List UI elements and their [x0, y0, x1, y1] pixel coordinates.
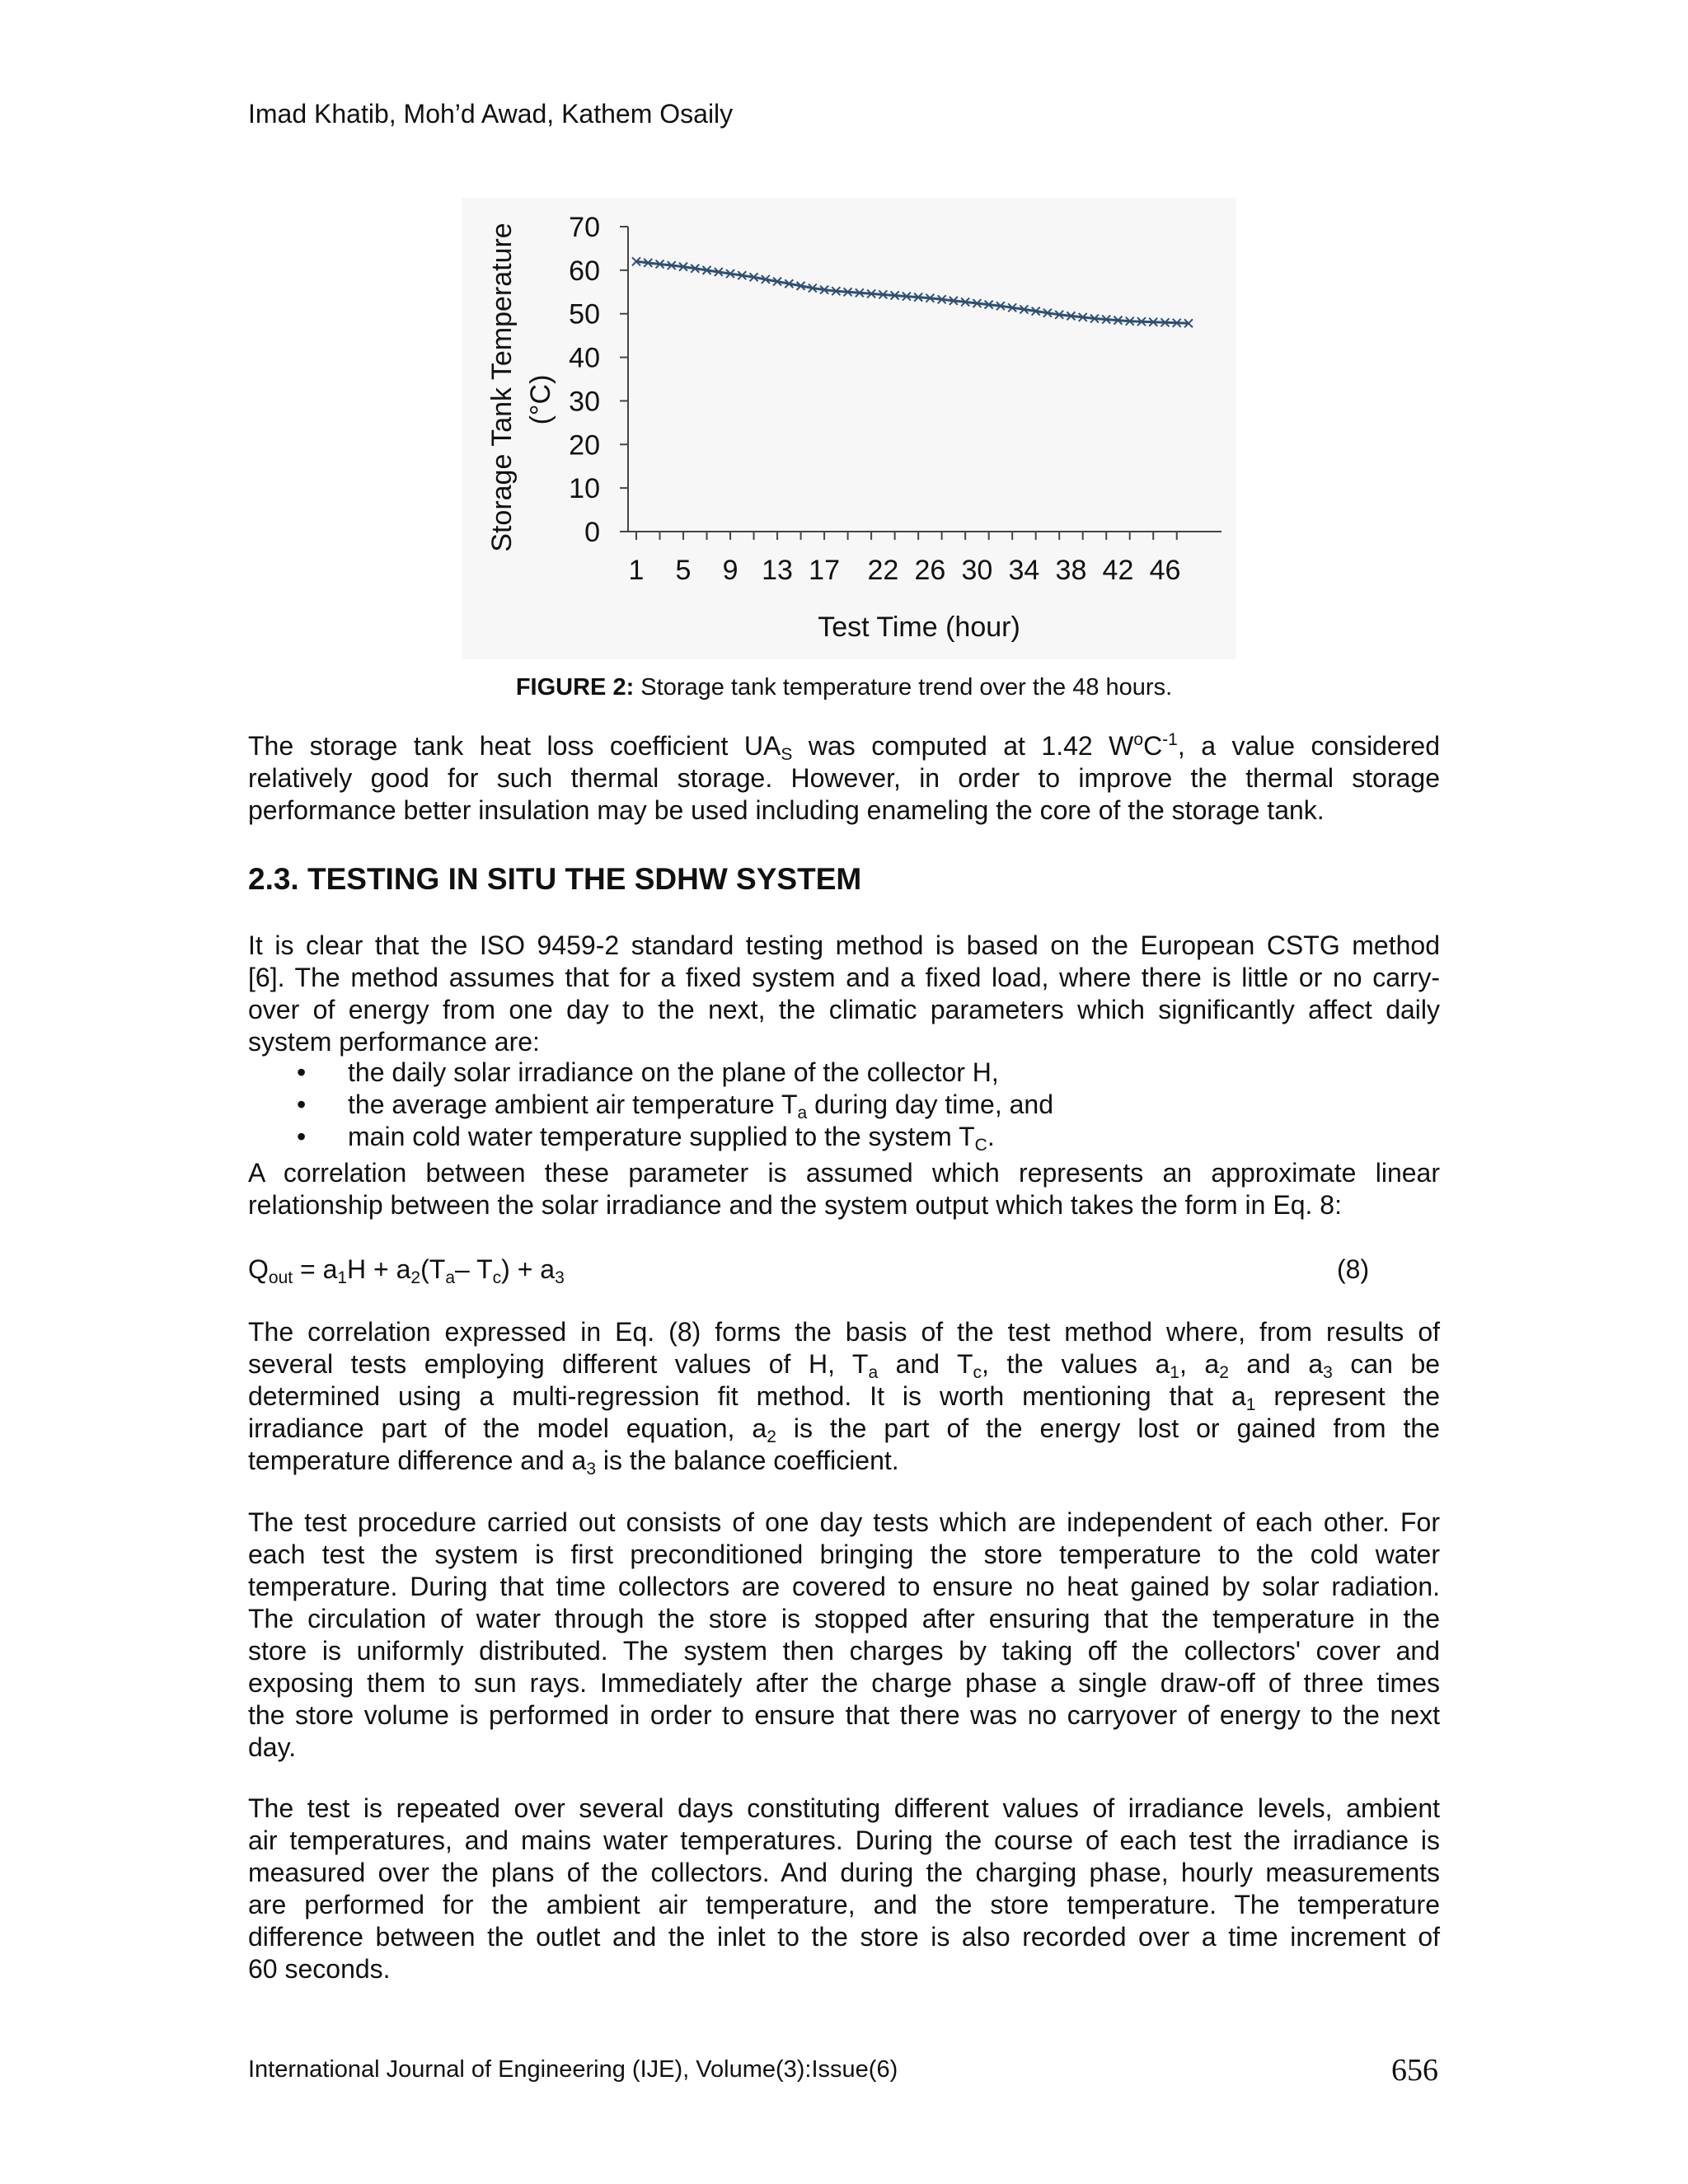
- list-item-text: main cold water temperature supplied to the system T: [348, 1122, 975, 1151]
- text-run: determined using a multi-regression fit method. It is worth mentioning that a: [248, 1381, 1246, 1411]
- paragraph-line: temperature. During that time collectors are covered to ensure no heat gained by solar radiation.: [248, 1572, 1440, 1601]
- paragraph-line: relatively good for such thermal storage. However, in order to improve the thermal storage: [248, 763, 1440, 793]
- paragraph-line: [6]. The method assumes that for a fixed system and a fixed load, where there is little or no carry-: [248, 963, 1440, 992]
- paragraph-line: A correlation between these parameter is assumed which represents an approximate linear: [248, 1158, 1440, 1188]
- subscript: 2: [767, 1427, 776, 1446]
- list-item-text: .: [987, 1122, 995, 1151]
- paragraph-regression: [248, 1316, 1440, 1477]
- paragraph-line: system performance are:: [248, 1027, 540, 1057]
- bullet-list: [297, 1057, 1053, 1153]
- list-item: [297, 1089, 1053, 1121]
- equation-text: – T: [455, 1254, 493, 1284]
- x-tick-label: 34: [1008, 555, 1040, 586]
- equation-text: ) + a: [501, 1254, 556, 1284]
- equation-number: (8): [1337, 1254, 1370, 1284]
- x-tick-label: 1: [628, 555, 645, 586]
- paragraph-procedure: [248, 1507, 1440, 1764]
- text-run: can be: [1332, 1349, 1441, 1379]
- paragraph-line: the store volume is performed in order to ensure that there was no carryover of energy to the next: [248, 1700, 1440, 1730]
- subscript: 1: [1245, 1395, 1256, 1414]
- y-tick-label: 20: [569, 429, 600, 462]
- paragraph-repeat: [248, 1793, 1440, 1985]
- subscript: S: [781, 745, 793, 764]
- list-item-text: the average ambient air temperature T: [348, 1090, 798, 1119]
- paragraph-line: store is uniformly distributed. The system then charges by taking off the collectors' cover and: [248, 1636, 1440, 1666]
- equation-text: (T: [420, 1254, 446, 1284]
- text-run: and T: [878, 1349, 973, 1379]
- x-tick-label: 17: [809, 555, 840, 586]
- text-run: is the balance coefficient.: [596, 1446, 899, 1475]
- subscript: 3: [555, 1268, 565, 1287]
- figure-caption: [0, 674, 1688, 701]
- paragraph-line: [248, 1380, 1440, 1413]
- paragraph-line: The test procedure carried out consists of one day tests which are independent of each other. For: [248, 1507, 1440, 1537]
- bullet-icon: •: [297, 1057, 307, 1087]
- text-run: was computed at 1.42 W: [792, 731, 1134, 761]
- paragraph-method: [248, 930, 1440, 1058]
- paragraph-line: performance better insulation may be used including enameling the core of the storage tank.: [248, 795, 1325, 825]
- text-run: temperature difference and a: [248, 1446, 587, 1475]
- text-run: , the values a: [982, 1349, 1170, 1379]
- text-run: is the part of the energy lost or gained from the: [776, 1413, 1441, 1443]
- x-tick-label: 42: [1102, 555, 1134, 586]
- text-run: , a: [1179, 1349, 1220, 1379]
- text-run: The storage tank heat loss coefficient UA: [248, 731, 781, 761]
- paragraph-line: 60 seconds.: [248, 1954, 391, 1984]
- x-tick-label: 22: [867, 555, 899, 586]
- bullet-icon: •: [297, 1122, 307, 1151]
- x-tick-label: 5: [675, 555, 692, 586]
- paragraph-line: [248, 1413, 1440, 1445]
- paragraph-line: exposing them to sun rays. Immediately after the charge phase a single draw-off of three times: [248, 1668, 1440, 1698]
- section-heading: 2.3. TESTING IN SITU THE SDHW SYSTEM: [248, 862, 862, 896]
- y-tick-label: 50: [569, 298, 600, 330]
- superscript: -1: [1162, 730, 1178, 749]
- y-tick-label: 0: [584, 517, 600, 548]
- figure-caption-label: FIGURE 2:: [515, 674, 635, 701]
- x-tick-label: 30: [961, 555, 993, 586]
- paragraph-line: difference between the outlet and the inlet to the store is also recorded over a time increment of: [248, 1922, 1440, 1952]
- running-header: Imad Khatib, Moh’d Awad, Kathem Osaily: [248, 99, 734, 129]
- paragraph-line: It is clear that the ISO 9459-2 standard testing method is based on the European CSTG method: [248, 930, 1440, 960]
- subscript: 2: [1219, 1363, 1229, 1382]
- text-run: and a: [1228, 1349, 1324, 1379]
- subscript: c: [973, 1363, 982, 1382]
- x-axis-title: Test Time (hour): [818, 612, 1020, 643]
- paragraph-line: each test the system is first preconditioned bringing the store temperature to the cold water: [248, 1540, 1440, 1569]
- subscript: C: [974, 1136, 987, 1155]
- equation-8: [248, 1254, 565, 1285]
- subscript: 2: [410, 1268, 421, 1287]
- paragraph-line: relationship between the solar irradiance and the system output which takes the form in Eq. 8:: [248, 1190, 1342, 1220]
- list-item: [297, 1057, 1053, 1089]
- text-run: several tests employing different values of H, T: [248, 1349, 869, 1379]
- subscript: c: [492, 1268, 502, 1287]
- equation-text: Q: [248, 1254, 269, 1284]
- paragraph-line: measured over the plans of the collectors. And during the charging phase, hourly measurements: [248, 1858, 1440, 1887]
- equation-text: = a: [293, 1254, 338, 1284]
- y-tick-label: 30: [569, 386, 600, 418]
- chart-svg: [462, 198, 1236, 659]
- list-item-text: the daily solar irradiance on the plane of the collector H,: [348, 1057, 999, 1087]
- subscript: 1: [337, 1268, 348, 1287]
- list-item-text: during day time, and: [807, 1090, 1054, 1119]
- subscript: out: [268, 1268, 293, 1287]
- y-tick-label: 60: [569, 255, 600, 287]
- x-tick-label: 9: [722, 555, 738, 586]
- subscript: a: [797, 1104, 808, 1122]
- paragraph-line: The circulation of water through the store is stopped after ensuring that the temperature in the: [248, 1604, 1440, 1633]
- subscript: a: [445, 1268, 455, 1287]
- subscript: 3: [586, 1460, 597, 1479]
- text-run: represent the: [1255, 1381, 1441, 1411]
- x-tick-label: 46: [1149, 555, 1181, 586]
- page-number: 656: [1391, 2053, 1438, 2088]
- y-axis-unit: (°C): [525, 374, 556, 425]
- paragraph-correlation: [248, 1157, 1440, 1221]
- subscript: 1: [1170, 1363, 1179, 1382]
- paragraph-line: [248, 1348, 1440, 1380]
- y-tick-label: 10: [569, 473, 600, 505]
- list-item: [297, 1121, 1053, 1153]
- subscript: a: [868, 1363, 879, 1382]
- bullet-icon: •: [297, 1090, 307, 1119]
- x-tick-label: 38: [1055, 555, 1087, 586]
- figure-caption-text: Storage tank temperature trend over the 48 hours.: [634, 674, 1173, 701]
- x-tick-label: 26: [914, 555, 946, 586]
- paragraph-line: The test is repeated over several days constituting different values of irradiance levels, ambient: [248, 1793, 1440, 1823]
- paragraph-line: over of energy from one day to the next, the climatic parameters which significantly affect daily: [248, 995, 1440, 1024]
- paragraph-line: [248, 730, 1440, 762]
- paragraph-heat-loss: [248, 730, 1440, 827]
- y-tick-label: 40: [569, 342, 600, 374]
- temperature-chart: [462, 198, 1236, 659]
- paragraph-line: day.: [248, 1732, 297, 1762]
- superscript: o: [1133, 730, 1144, 749]
- paragraph-line: air temperatures, and mains water temperatures. During the course of each test the irradiance is: [248, 1825, 1440, 1855]
- paragraph-line: The correlation expressed in Eq. (8) forms the basis of the test method where, from results of: [248, 1317, 1440, 1347]
- paragraph-line: [248, 1445, 1440, 1477]
- y-tick-label: 70: [569, 212, 600, 243]
- text-run: irradiance part of the model equation, a: [248, 1413, 767, 1443]
- subscript: 3: [1323, 1363, 1333, 1382]
- text-run: C: [1143, 731, 1163, 761]
- text-run: , a value considered: [1177, 731, 1441, 761]
- paragraph-line: are performed for the ambient air temperature, and the store temperature. The temperature: [248, 1890, 1440, 1919]
- journal-footer: International Journal of Engineering (IJE), Volume(3):Issue(6): [248, 2056, 898, 2083]
- y-axis-title: Storage Tank Temperature: [486, 223, 518, 552]
- equation-text: H + a: [347, 1254, 411, 1284]
- x-tick-label: 13: [762, 555, 793, 586]
